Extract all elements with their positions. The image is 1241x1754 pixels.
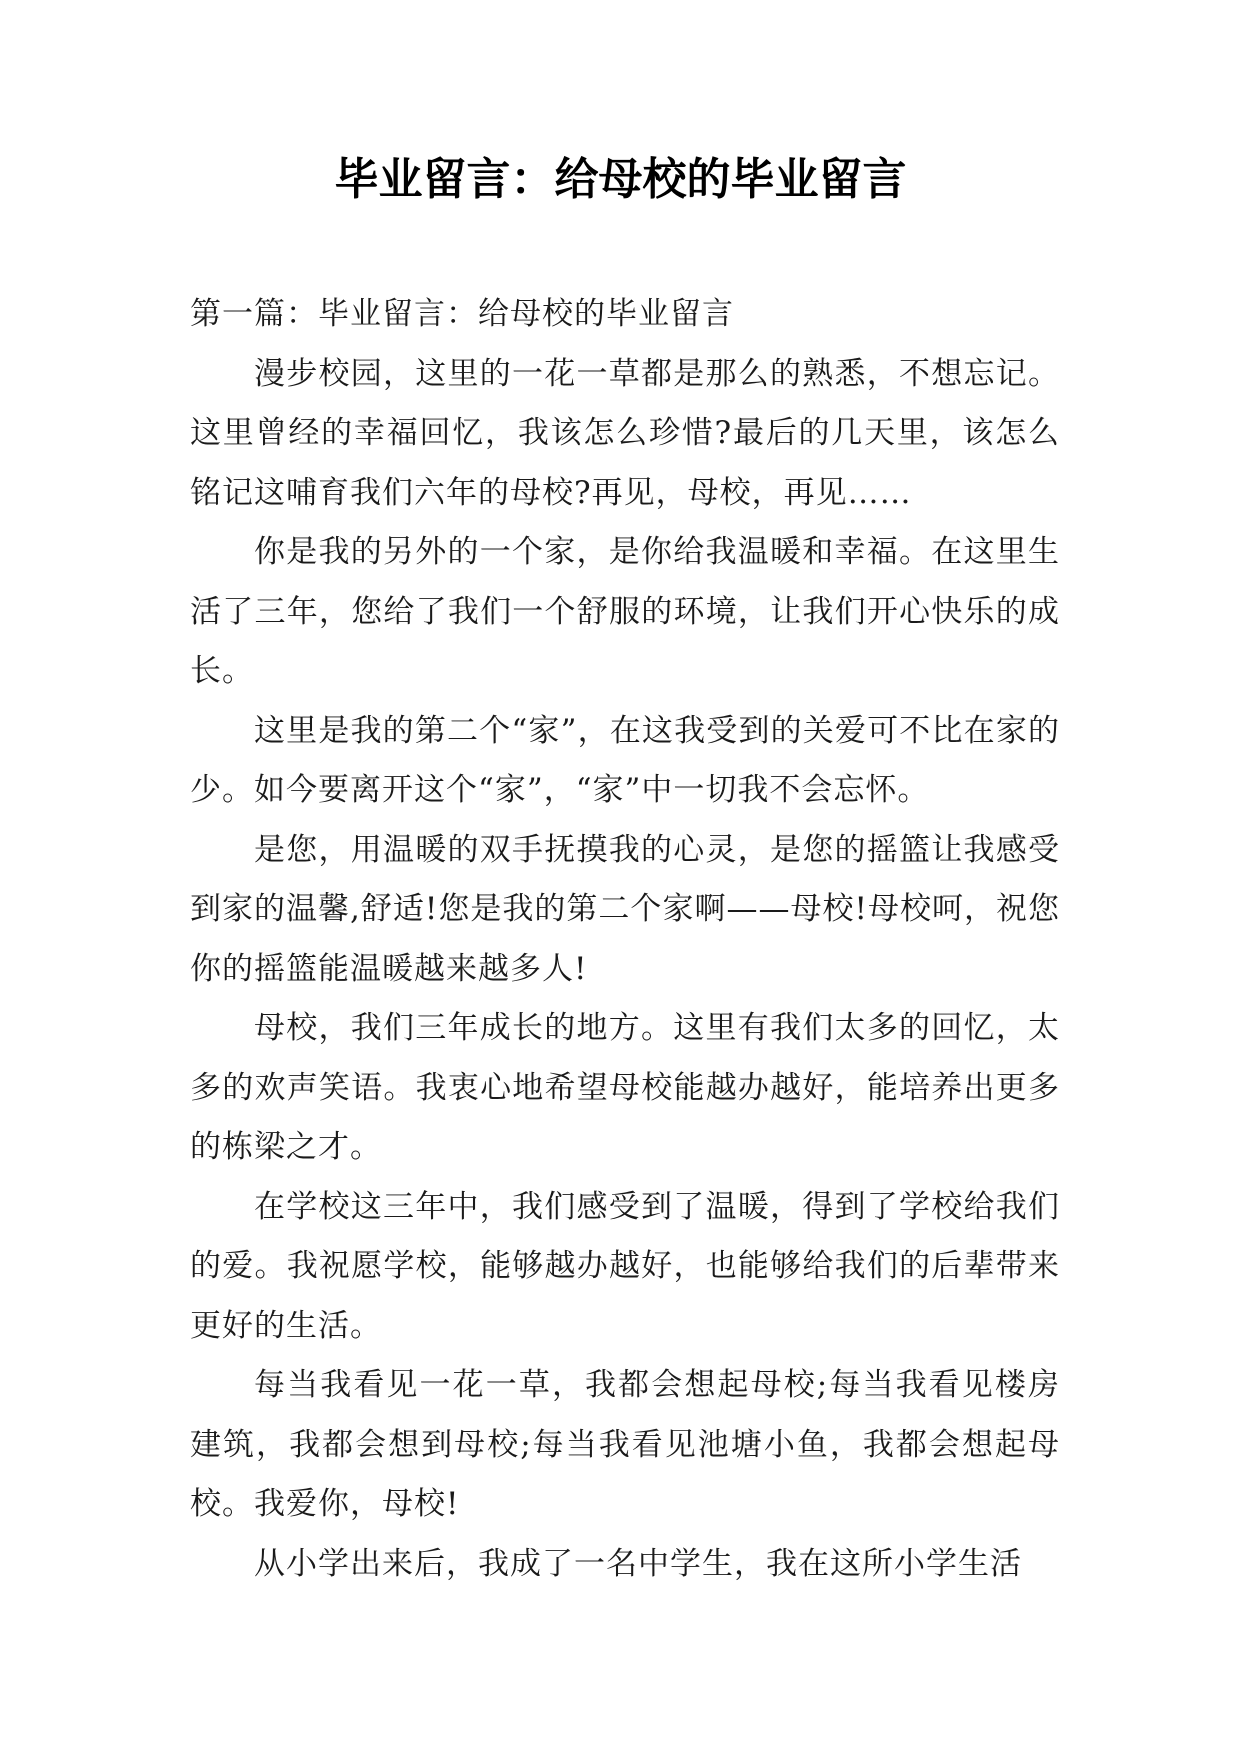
- section-heading: 第一篇：毕业留言：给母校的毕业留言: [190, 296, 734, 332]
- paragraph: 是您，用温暖的双手抚摸我的心灵，是您的摇篮让我感受到家的温馨,舒适!您是我的第二个家啊——母校!母校呵，祝您你的摇篮能温暖越来越多人!: [190, 831, 1060, 987]
- paragraph: 这里是我的第二个“家”，在这我受到的关爱可不比在家的少。如今要离开这个“家”，“家”中一切我不会忘怀。: [190, 712, 1060, 808]
- document-body: [190, 285, 1060, 1594]
- paragraph: 漫步校园，这里的一花一草都是那么的熟悉，不想忘记。这里曾经的幸福回忆，我该怎么珍惜?最后的几天里，该怎么铭记这哺育我们六年的母校?再见，母校，再见……: [190, 355, 1060, 511]
- paragraph: 你是我的另外的一个家，是你给我温暖和幸福。在这里生活了三年，您给了我们一个舒服的环境，让我们开心快乐的成长。: [190, 534, 1060, 689]
- paragraph: 从小学出来后，我成了一名中学生，我在这所小学生活: [254, 1545, 1022, 1582]
- paragraph: 每当我看见一花一草，我都会想起母校;每当我看见楼房建筑，我都会想到母校;每当我看见池塘小鱼，我都会想起母校。我爱你，母校!: [190, 1367, 1060, 1522]
- document-title: 毕业留言：给母校的毕业留言: [334, 154, 907, 205]
- paragraph: 母校，我们三年成长的地方。这里有我们太多的回忆，太多的欢声笑语。我衷心地希望母校能越办越好，能培养出更多的栋梁之才。: [190, 1010, 1060, 1165]
- paragraph: 在学校这三年中，我们感受到了温暖，得到了学校给我们的爱。我祝愿学校，能够越办越好，也能够给我们的后辈带来更好的生活。: [190, 1188, 1060, 1344]
